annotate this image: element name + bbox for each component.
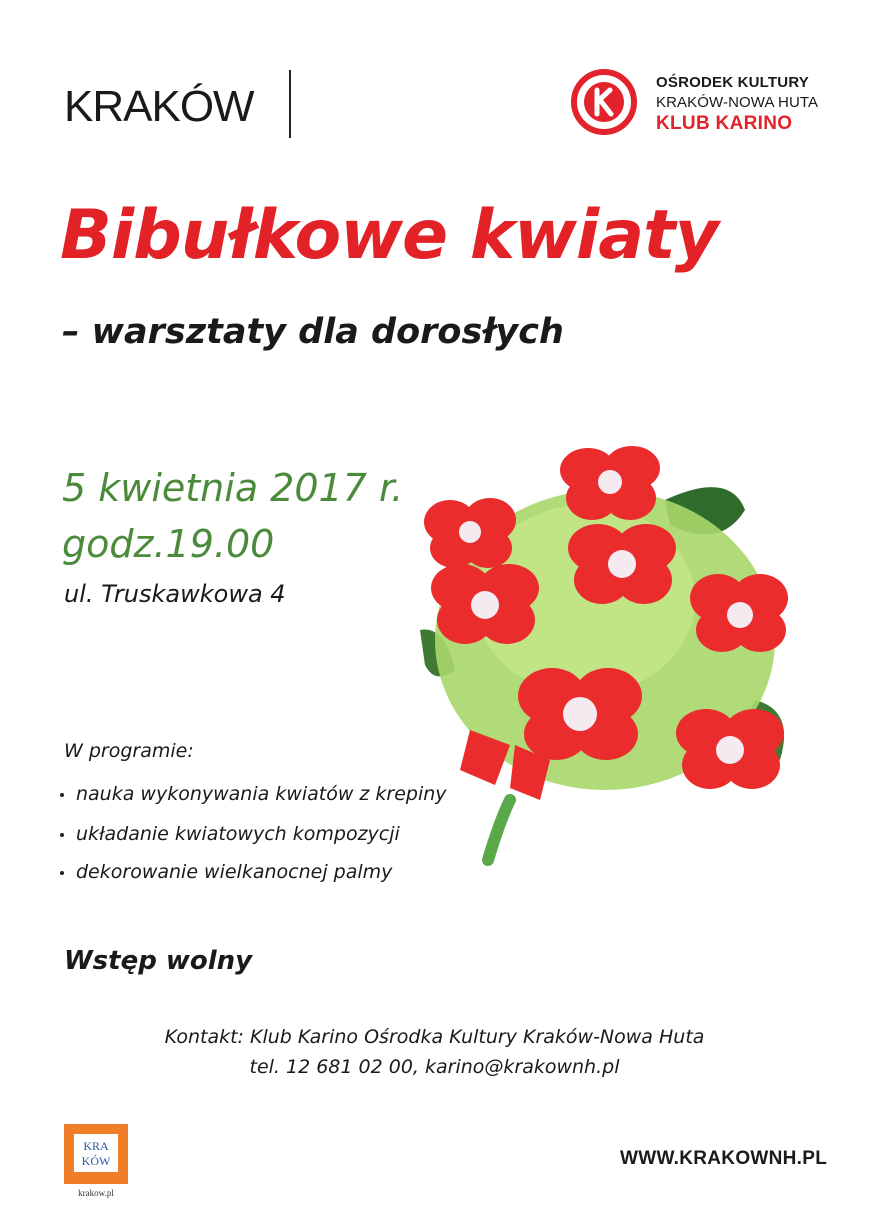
contact-line-1: Kontakt: Klub Karino Ośrodka Kultury Kraków-Nowa Huta [164, 1026, 705, 1048]
program-item [60, 861, 392, 883]
org-line-3: KLUB KARINO [656, 113, 793, 134]
program-item-text: układanie kwiatowych kompozycji [76, 823, 400, 845]
city-wordmark: KRAKÓW [64, 82, 254, 131]
bullet-icon [60, 871, 64, 875]
svg-text:krakow.pl: krakow.pl [78, 1188, 114, 1198]
event-time: godz.19.00 [62, 522, 275, 566]
program-heading: W programie: [64, 740, 194, 762]
bullet-icon [60, 793, 64, 797]
svg-text:KÓW: KÓW [81, 1154, 111, 1168]
main-title: Bibułkowe kwiaty [60, 196, 718, 275]
klub-karino-logo-icon [570, 68, 638, 136]
paper-flowers-illustration [400, 400, 820, 870]
program-item [60, 783, 447, 805]
event-address: ul. Truskawkowa 4 [64, 580, 286, 608]
website-url[interactable]: WWW.KRAKOWNH.PL [620, 1148, 828, 1169]
org-name [656, 74, 818, 135]
svg-text:KRA: KRA [83, 1139, 109, 1153]
header-divider [289, 70, 291, 138]
program-item-text: nauka wykonywania kwiatów z krepiny [76, 783, 447, 805]
program-item [60, 823, 400, 845]
event-date: 5 kwietnia 2017 r. [62, 466, 404, 510]
contact-line-2: tel. 12 681 02 00, karino@krakownh.pl [249, 1056, 620, 1078]
org-line-2: KRAKÓW-NOWA HUTA [656, 94, 819, 111]
program-item-text: dekorowanie wielkanocnej palmy [76, 861, 393, 883]
bullet-icon [60, 833, 64, 837]
subtitle: – warsztaty dla dorosłych [62, 312, 564, 352]
contact-block [0, 1026, 869, 1086]
org-line-1: OŚRODEK KULTURY [656, 74, 809, 91]
krakow-pl-logo-icon [60, 1122, 138, 1200]
entry-note: Wstęp wolny [64, 946, 253, 976]
